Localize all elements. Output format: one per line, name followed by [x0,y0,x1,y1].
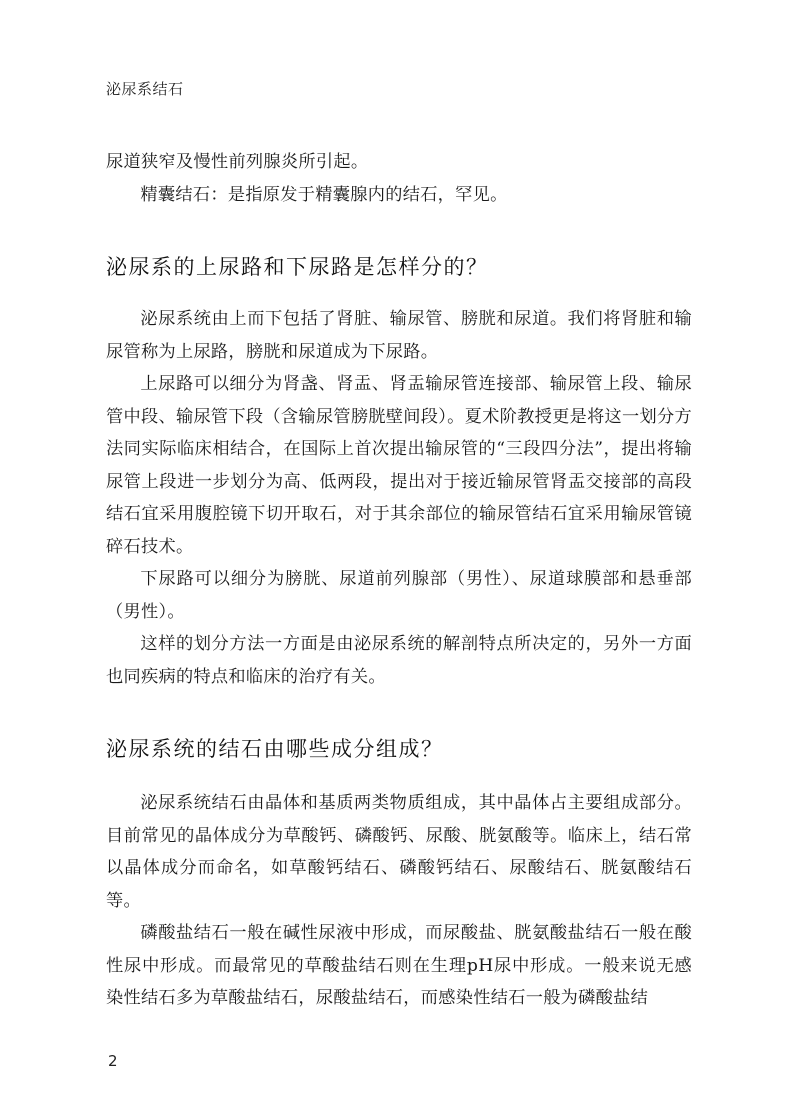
section-body-stone-composition [106,787,692,1015]
paragraph: 这样的划分方法一方面是由泌尿系统的解剖特点所决定的，另外一方面也同疾病的特点和临床的治疗有关。 [106,634,692,687]
paragraph: 泌尿系统结石由晶体和基质两类物质组成，其中晶体占主要组成部分。目前常见的晶体成分为草酸钙、磷酸钙、尿酸、胱氨酸等。临床上，结石常以晶体成分而命名，如草酸钙结石、磷酸钙结石、尿酸结石、胱氨酸结石等。 [106,793,692,911]
running-header: 泌尿系结石 [106,80,184,98]
section-body-urinary-tract [106,303,692,693]
paragraph: 精囊结石：是指原发于精囊腺内的结石，罕见。 [140,184,508,205]
paragraph: 上尿路可以细分为肾盏、肾盂、肾盂输尿管连接部、输尿管上段、输尿管中段、输尿管下段（含输尿管膀胱壁间段）。夏术阶教授更是将这一划分方法同实际临床相结合，在国际上首次提出输尿管的“三段四分法”，提出将输尿管上段进一步划分为高、低两段，提出对于接近输尿管肾盂交接部的高段结石宜采用腹腔镜下切开取石，对于其余部位的输尿管结石宜采用输尿管镜碎石技术。 [106,374,692,557]
paragraph: 尿道狭窄及慢性前列腺炎所引起。 [106,152,369,172]
section-heading-urinary-tract: 泌尿系的上尿路和下尿路是怎样分的？ [106,255,489,279]
section-heading-stone-composition: 泌尿系统的结石由哪些成分组成？ [106,737,444,761]
continued-text [106,146,692,211]
page-number: 2 [108,1052,118,1070]
paragraph: 下尿路可以细分为膀胱、尿道前列腺部（男性）、尿道球膜部和悬垂部（男性）。 [106,569,692,622]
paragraph: 泌尿系统由上而下包括了肾脏、输尿管、膀胱和尿道。我们将肾脏和输尿管称为上尿路，膀胱和尿道成为下尿路。 [106,309,692,362]
paragraph: 磷酸盐结石一般在碱性尿液中形成，而尿酸盐、胱氨酸盐结石一般在酸性尿中形成。而最常见的草酸盐结石则在生理pH尿中形成。一般来说无感染性结石多为草酸盐结石，尿酸盐结石，而感染性结石一般为磷酸盐结 [106,923,692,1008]
